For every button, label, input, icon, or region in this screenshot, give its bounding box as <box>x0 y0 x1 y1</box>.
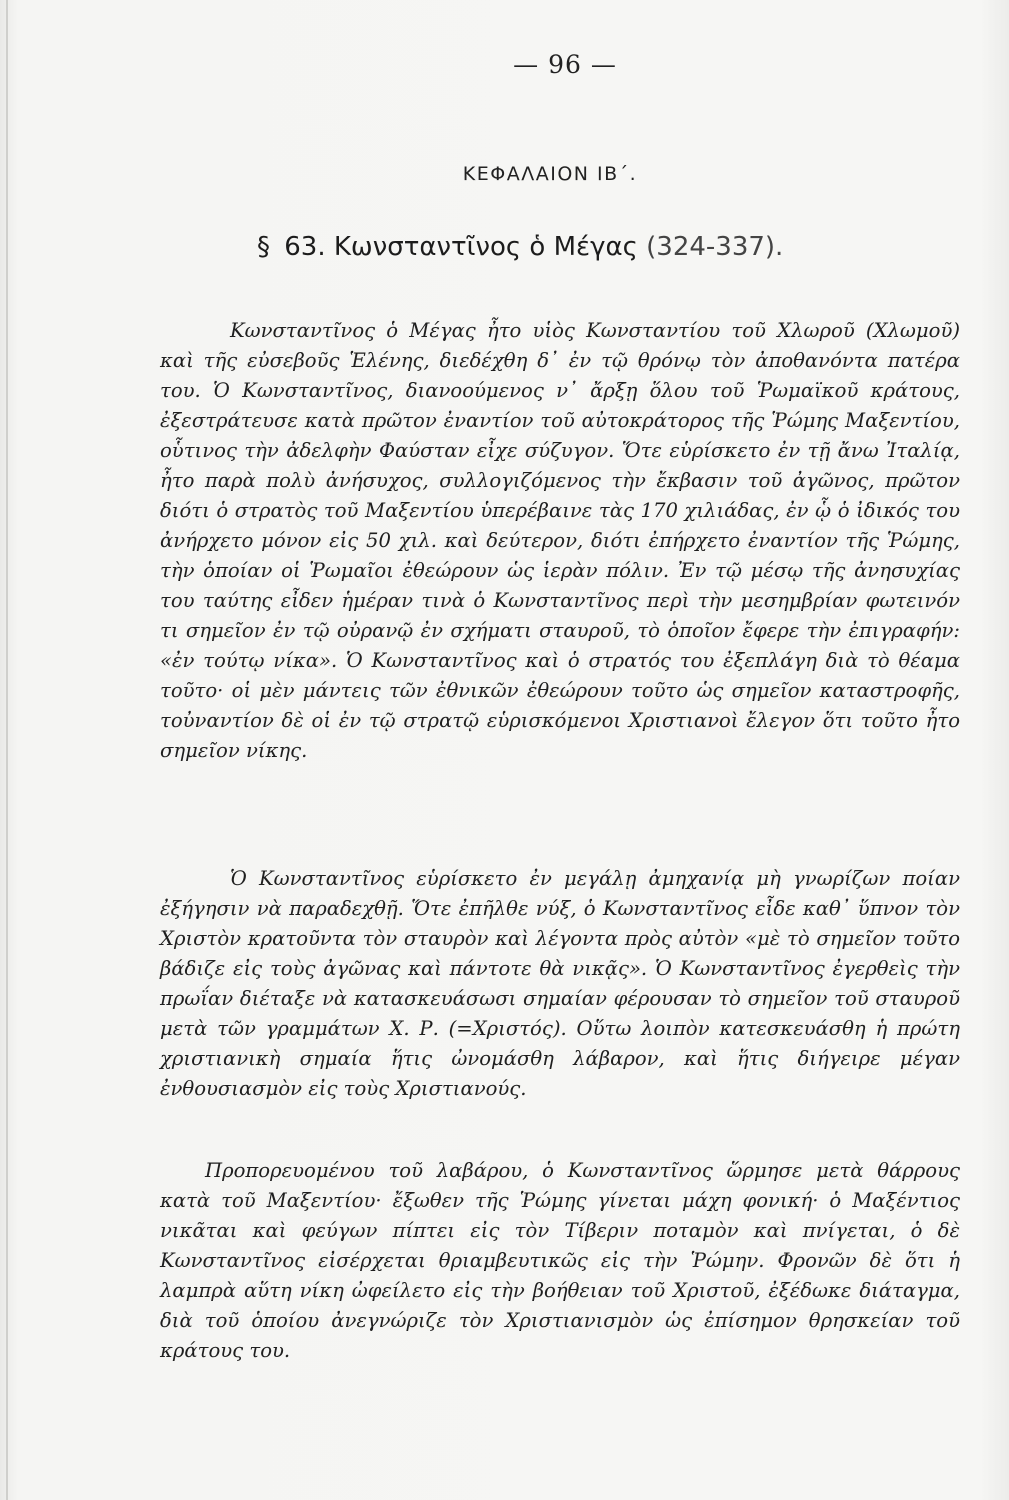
page-number: — 96 — <box>513 50 617 79</box>
page-edge <box>6 0 8 1500</box>
paragraph-3: Προπορευομένου τοῦ λαβάρου, ὁ Κωνσταντῖνος ὥρμησε μετὰ θάρρους κατὰ τοῦ Μαξεντίου· ἔξωθεν τῆς Ῥώμης γίνεται μάχη φονική· ὁ Μαξέντιος νικᾶται καὶ φεύγων πίπτει εἰς τὸν Τίβεριν ποταμὸν καὶ πνίγεται, ὁ δὲ Κωνσταντῖνος εἰσέρχεται θριαμβευτικῶς εἰς τὴν Ῥώμην. Φρονῶν δὲ ὅτι ἡ λαμπρὰ αὕτη νίκη ὠφείλετο εἰς τὴν βοήθειαν τοῦ Χριστοῦ, ἐξέδωκε διάταγμα, διὰ τοῦ ὁποίου ἀνεγνώριζε τὸν Χριστιανισμὸν ὡς ἐπίσημον θρησκείαν τοῦ κράτους του. <box>160 1159 960 1362</box>
section-title-text: 63. Κωνσταντῖνος ὁ Μέγας <box>284 232 638 262</box>
section-years: (324-337). <box>646 232 784 262</box>
section-title <box>257 232 783 262</box>
paragraph-2: Ὁ Κωνσταντῖνος εὑρίσκετο ἐν μεγάλῃ ἀμηχανίᾳ μὴ γνωρίζων ποίαν ἐξήγησιν νὰ παραδεχθῇ. Ὅτε ἐπῆλθε νύξ, ὁ Κωνσταντῖνος εἶδε καθ᾿ ὕπνον τὸν Χριστὸν κρατοῦντα τὸν σταυρὸν καὶ λέγοντα πρὸς αὐτὸν «μὲ τὸ σημεῖον τοῦτο βάδιζε εἰς τοὺς ἀγῶνας καὶ πάντοτε θὰ νικᾷς». Ὁ Κωνσταντῖνος ἐγερθεὶς τὴν πρωΐαν διέταξε νὰ κατασκευάσωσι σημαίαν φέρουσαν τὸ σημεῖον τοῦ σταυροῦ μετὰ τῶν γραμμάτων Χ. Ρ. (=Χριστός). Οὕτω λοιπὸν κατεσκευάσθη ἡ πρώτη χριστιανικὴ σημαία ἥτις ὠνομάσθη λάβαρον, καὶ ἥτις διήγειρε μέγαν ἐνθουσιασμὸν εἰς τοὺς Χριστιανούς. <box>160 867 960 1100</box>
section-symbol: § <box>257 232 270 262</box>
paragraph-1: Κωνσταντῖνος ὁ Μέγας ἦτο υἱὸς Κωνσταντίου τοῦ Χλωροῦ (Χλωμοῦ) καὶ τῆς εὐσεβοῦς Ἑλένης, διεδέχθη δ᾿ ἐν τῷ θρόνῳ τὸν ἀποθανόντα πατέρα του. Ὁ Κωνσταντῖνος, διανοούμενος ν᾿ ἄρξῃ ὅλου τοῦ Ῥωμαϊκοῦ κράτους, ἐξεστράτευσε κατὰ πρῶτον ἐναντίον τοῦ αὐτοκράτορος τῆς Ῥώμης Μαξεντίου, οὗτινος τὴν ἀδελφὴν Φαύσταν εἶχε σύζυγον. Ὅτε εὑρίσκετο ἐν τῇ ἄνω Ἰταλίᾳ, ἦτο παρὰ πολὺ ἀνήσυχος, συλλογιζόμενος τὴν ἔκβασιν τοῦ ἀγῶνος, πρῶτον διότι ὁ στρατὸς τοῦ Μαξεντίου ὑπερέβαινε τὰς 170 χιλιάδας, ἐν ᾧ ὁ ἰδικός του ἀνήρχετο μόνον εἰς 50 χιλ. καὶ δεύτερον, διότι ἐπήρχετο ἐναντίον τῆς Ῥώμης, τὴν ὁποίαν οἱ Ῥωμαῖοι ἐθεώρουν ὡς ἱερὰν πόλιν. Ἐν τῷ μέσῳ τῆς ἀνησυχίας του ταύτης εἶδεν ἡμέραν τινὰ ὁ Κωνσταντῖνος περὶ τὴν μεσημβρίαν φωτεινόν τι σημεῖον ἐν τῷ οὐρανῷ ἐν σχήματι σταυροῦ, τὸ ὁποῖον ἔφερε τὴν ἐπιγραφήν: «ἐν τούτῳ νίκα». Ὁ Κωνσταντῖνος καὶ ὁ στρατός του ἐξεπλάγη διὰ τὸ θέαμα τοῦτο· οἱ μὲν μάντεις τῶν ἐθνικῶν ἐθεώρουν τοῦτο ὡς σημεῖον καταστροφῆς, τοὐναντίον δὲ οἱ ἐν τῷ στρατῷ εὑρισκόμενοι Χριστιανοὶ ἔλεγον ὅτι τοῦτο ἦτο σημεῖον νίκης. <box>160 319 960 762</box>
chapter-heading: ΚΕΦΑΛΑΙΟΝ ΙΒ΄. <box>462 163 638 185</box>
